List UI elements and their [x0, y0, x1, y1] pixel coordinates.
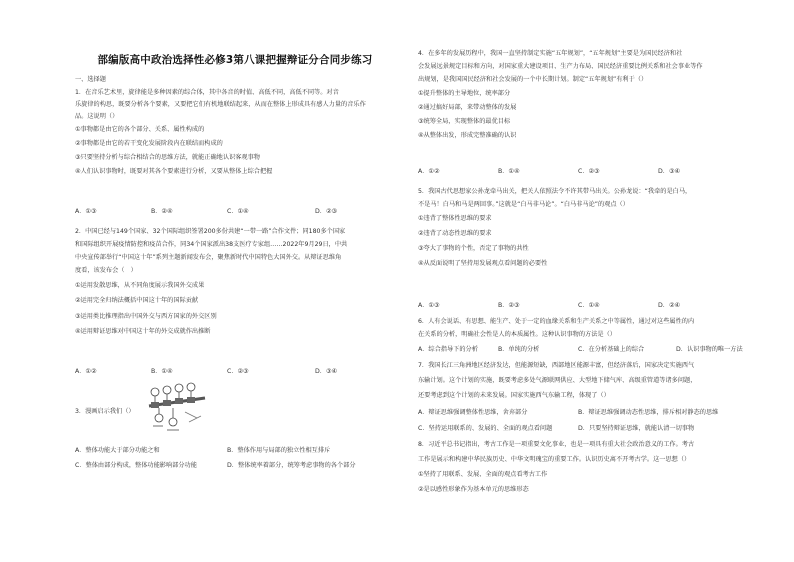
q4-item-3: ③统筹全局，实现整体的最优目标 — [418, 118, 511, 125]
q2-item-4: ④运用辩证思维对中国这十年的外交成就作出推断 — [75, 328, 211, 335]
q5-option-a: A．①③ — [418, 302, 440, 309]
q2-item-2: ②运用完全归纳法概括中国这十年的国际贡献 — [75, 297, 199, 304]
q4-item-2: ②通过搞好局部，来带动整体的发展 — [418, 104, 517, 111]
q4-option-d: D．③④ — [658, 168, 681, 175]
q8-item-1: ①坚持了用联系、发展、全面的观点看考古工作 — [418, 471, 548, 478]
q4-line-2: 会发展远景规定目标和方向，对国家重大建设项目、生产力布局、国民经济重要比例关系和社会事业等作 — [418, 63, 703, 70]
q6-option-b: B．单纯的分析 — [498, 346, 540, 353]
q1-item-3: ③只要坚持分析与综合相结合的思维方法，就能正确地认识客观事物 — [75, 154, 260, 161]
q4-item-1: ①提升整体的主导地位，统率部分 — [418, 90, 511, 97]
q7-option-d: D．只要坚持辩证思维，就能认清一切事物 — [578, 425, 695, 432]
q2-line-4: 度看，该发布会（ ） — [75, 267, 137, 274]
q4-item-4: ④从整体出发，形成完整准确的认识 — [418, 132, 517, 139]
q1-option-d: D．②③ — [315, 208, 338, 215]
q5-item-4: ④从反面说明了坚持用发展观点看问题的必要性 — [418, 260, 548, 267]
q3-option-d: D．整体统率着部分，统筹考虑事物的各个部分 — [227, 462, 356, 469]
q4-option-b: B．①④ — [498, 168, 520, 175]
q6-option-a: A．综合指导下的分析 — [418, 346, 478, 353]
q7-option-c: C．坚持运用联系的、发展的、全面的观点看问题 — [418, 425, 553, 432]
q1-option-b: B．②④ — [151, 208, 173, 215]
q6-option-c: C．在分析基础上的综合 — [578, 346, 645, 353]
q6-line-2: 在关系的分析，明确社会性是人的本质属性。这种认识事物的方法是（） — [418, 331, 616, 338]
q3-line: 3．漫画启示我们（） — [75, 408, 135, 415]
q2-option-a: A．①② — [75, 368, 97, 375]
q6-line-1: 6．人有会说话、有思想、能生产、处于一定的血缘关系和生产关系之中等属性，通过对这些属性的内 — [418, 318, 695, 325]
q4-line-1: 4．在多年的发展历程中，我国一直坚持制定实施“五年规划”，“五年规划”主要是为国民经济和社 — [418, 50, 683, 57]
q2-option-d: D．③④ — [315, 368, 338, 375]
q5-line-1: 5．我国古代思想家公孙龙牵马出关，把关人依照法令不许其带马出关。公孙龙说：“我牵的是白马， — [418, 188, 692, 195]
q7-option-b: B．辩证思维强调动态性思维，排斥相对静态的思维 — [578, 409, 719, 416]
q7-line-2: 东输计划。这个计划的实施，既要考虑多处气源联网供应、大型地下储气库、高级重管道等诸多问题， — [418, 377, 697, 384]
q4-option-a: A．①② — [418, 168, 440, 175]
q2-line-2: 和国际组织开展疫情防控和疫苗合作，同34个国家派出38支医疗专家组……2022年9月29日，中共 — [75, 241, 348, 248]
q7-option-a: A．辩证思维强调整体性思维，舍弃部分 — [418, 409, 528, 416]
q2-option-c: C．②③ — [227, 368, 249, 375]
q8-line-1: 8．习近平总书记指出，考古工作是一项重要文化事业，也是一项具有重大社会政治意义的工作。考古 — [418, 441, 695, 448]
q5-option-b: B．②③ — [498, 302, 520, 309]
page-title: 部编版高中政治选择性必修3第八课把握辩证分合同步练习 — [97, 54, 373, 66]
q1-line-3: 品。这说明（） — [75, 113, 119, 120]
q1-option-a: A．①③ — [75, 208, 97, 215]
q5-item-1: ①违背了整体性思维的要求 — [418, 215, 492, 222]
q1-item-2: ②事物都是由它的若干变化发展阶段内在联结而构成的 — [75, 140, 223, 147]
q5-option-d: D．②④ — [658, 302, 681, 309]
q1-item-1: ①事物都是由它的各个部分、关系、属性构成的 — [75, 126, 205, 133]
cartoon-image — [145, 382, 210, 434]
q7-line-3: 还要考虑到这个计划的未来发展。国家实施西气东输工程，体现了（） — [418, 392, 610, 399]
q2-item-3: ③运用类比推理指出中国外交与西方国家的外交区别 — [75, 313, 217, 320]
q2-option-b: B．①④ — [151, 368, 173, 375]
section-heading: 一、选择题 — [75, 76, 106, 83]
q8-line-2: 工作是展示和构建中华民族历史、中华文明瑰宝的重要工作。认识历史离不开考古学。这一思想（） — [418, 456, 691, 463]
q2-item-1: ①运用发散思维，从不同角度展示我国外交成果 — [75, 282, 205, 289]
q1-option-c: C．①④ — [227, 208, 249, 215]
q4-option-c: C．②③ — [578, 168, 600, 175]
q3-option-a: A．整体功能大于部分功能之和 — [75, 447, 160, 454]
q3-option-c: C．整体由部分构成，整体功能影响部分功能 — [75, 462, 197, 469]
q5-line-2: 不是马！白马和马是两回事。”这就是“白马非马论”。“白马非马论”的观点（） — [418, 201, 629, 208]
q7-line-1: 7．我国长江三角洲地区经济发达，但能源短缺，西部地区能源丰富，但经济落后，国家决定实施西气 — [418, 362, 695, 369]
q1-line-2: 乐旋律的构思，既要分析各个要素，又要把它们有机地联结起来，从而在整体上形成具有感人力量的音乐作 — [75, 101, 366, 108]
q4-line-3: 出规划，是我国国民经济和社会发展的一个中长期计划。制定“五年规划”有利于（） — [418, 76, 648, 83]
q5-option-c: C．①④ — [578, 302, 600, 309]
q8-item-2: ②是以感性形象作为基本单元的思维形态 — [418, 486, 529, 493]
q6-option-d: D．认识事物的唯一方法 — [676, 346, 743, 353]
q2-line-3: 中央宣传部举行“中国这十年”系列主题新闻发布会，聚焦新时代中国特色大国外交。从辩证思维角 — [75, 254, 342, 261]
q1-item-4: ④人们认识事物时，既要对其各个要素进行分析，又要从整体上综合把握 — [75, 168, 273, 175]
q2-line-1: 2．中国已经与149个国家、32个国际组织签署200多份共建“一带一路”合作文件；同180多个国家 — [75, 228, 346, 235]
q5-item-3: ③夸大了事物的个性，否定了事物的共性 — [418, 245, 529, 252]
q1-line-1: 1．在音乐艺术里，旋律能是多种因素的综合体，其中各音的时值、高低不同，高低不同等。对音 — [75, 89, 339, 96]
q3-option-b: B．整体作用与局部的独立性相互排斥 — [227, 447, 331, 454]
q5-item-2: ②违背了动态性思维的要求 — [418, 230, 492, 237]
